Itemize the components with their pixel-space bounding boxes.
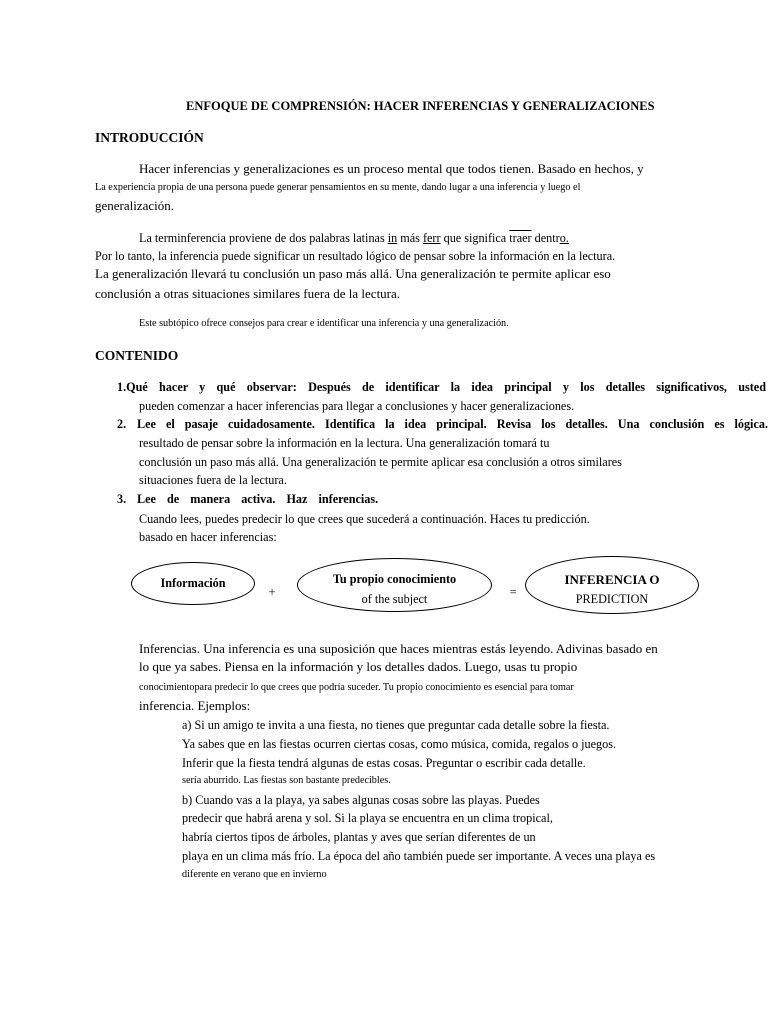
- knowledge-sublabel: of the subject: [361, 592, 428, 606]
- latin-word: in: [387, 231, 398, 245]
- list-item-line: Cuando lees, puedes predecir lo que crees que sucederá a continuación. Haces tu predicción.: [139, 512, 590, 526]
- list-item-line: situaciones fuera de la lectura.: [139, 473, 287, 487]
- example-b-line: habría ciertos tipos de árboles, plantas y aves que serían diferentes de un: [182, 830, 536, 844]
- example-a-line: Inferir que la fiesta tendrá algunas de estas cosas. Preguntar o escribir cada detalle.: [182, 756, 586, 770]
- text-span: dentr: [531, 231, 560, 245]
- list-item-line: pueden comenzar a hacer inferencias para llegar a conclusiones y hacer generalizaciones.: [139, 399, 575, 413]
- intro-paragraph-line: La experiencia propia de una persona puede generar pensamientos en su mente, dando lugar a una inferencia y luego el: [95, 182, 581, 193]
- information-label: Información: [160, 576, 226, 590]
- list-item-line: basado en hacer inferencias:: [139, 530, 277, 544]
- body-line: inferencia. Ejemplos:: [139, 698, 251, 713]
- text-span: más: [397, 231, 423, 245]
- body-line: Inferencias. Una inferencia es una suposición que haces mientras estás leyendo. Adivinas basado en: [139, 641, 658, 656]
- example-b-line: b) Cuando vas a la playa, ya sabes algunas cosas sobre las playas. Puedes: [182, 793, 540, 807]
- list-item-line: resultado de pensar sobre la información en la lectura. Una generalización tomará tu: [139, 436, 550, 450]
- list-item-2-title: Lee el pasaje cuidadosamente. Identifica la idea principal. Revisa los detalles. Una conclusión es lógica.: [137, 417, 768, 431]
- latin-word: traer: [509, 231, 532, 245]
- intro-paragraph-line: generalización.: [95, 198, 175, 213]
- equals-sign: =: [509, 585, 517, 599]
- list-number: 3.: [117, 492, 127, 506]
- intro-paragraph-line: Hacer inferencias y generalizaciones es un proceso mental que todos tienen. Basado en hechos, y: [139, 161, 644, 176]
- list-item-line: conclusión un paso más allá. Una generalización te permite aplicar esa conclusión a otros similares: [139, 455, 622, 469]
- body-line: conocimientopara predecir lo que crees que podría suceder. Tu propio conocimiento es esencial para tomar: [139, 682, 574, 693]
- body-line: lo que ya sabes. Piensa en la información y los detalles dados. Luego, usas tu propio: [139, 659, 578, 674]
- knowledge-label: Tu propio conocimiento: [332, 572, 457, 586]
- plus-sign: +: [268, 585, 276, 599]
- example-a-line: sería aburrido. Las fiestas son bastante predecibles.: [182, 775, 391, 786]
- text-span: inferencia proviene de dos palabras latinas: [177, 231, 388, 245]
- intro-paragraph-line: La generalización llevará tu conclusión un paso más allá. Una generalización te permite aplicar eso: [95, 266, 611, 281]
- document-title: ENFOQUE DE COMPRENSIÓN: HACER INFERENCIAS Y GENERALIZACIONES: [186, 99, 655, 113]
- example-a-line: a) Si un amigo te invita a una fiesta, no tienes que preguntar cada detalle sobre la fiesta.: [182, 718, 610, 732]
- intro-heading: INTRODUCCIÓN: [95, 130, 204, 145]
- list-item-3-title: Lee de manera activa. Haz inferencias.: [137, 492, 379, 506]
- text-span: La term: [139, 231, 178, 245]
- latin-word: ferr: [422, 231, 441, 245]
- example-b-line: playa en un clima más frío. La época del año también puede ser importante. A veces una playa es: [182, 849, 656, 863]
- text-span: que significa: [440, 231, 510, 245]
- list-item-1-title: 1.Qué hacer y qué observar: Después de identificar la idea principal y los detalles significativos, usted: [117, 380, 766, 394]
- intro-paragraph-line: Por lo tanto, la inferencia puede significar un resultado lógico de pensar sobre la información en la lectura.: [95, 249, 616, 263]
- example-a-line: Ya sabes que en las fiestas ocurren ciertas cosas, como música, comida, regalos o juegos.: [182, 737, 616, 751]
- intro-paragraph-line: conclusión a otras situaciones similares fuera de la lectura.: [95, 286, 401, 301]
- inference-sublabel: PREDICTION: [575, 592, 649, 606]
- contenido-heading: CONTENIDO: [95, 348, 179, 363]
- intro-note: Este subtópico ofrece consejos para crear e identificar una inferencia y una generalización.: [139, 318, 509, 329]
- example-b-line: predecir que habrá arena y sol. Si la playa se encuentra en un clima tropical,: [182, 811, 553, 825]
- text-span: o.: [559, 231, 569, 245]
- intro-paragraph-line: [139, 231, 569, 245]
- list-number: 2.: [117, 417, 127, 431]
- example-b-line: diferente en verano que en invierno: [182, 869, 327, 880]
- inference-label: INFERENCIA O: [564, 572, 660, 587]
